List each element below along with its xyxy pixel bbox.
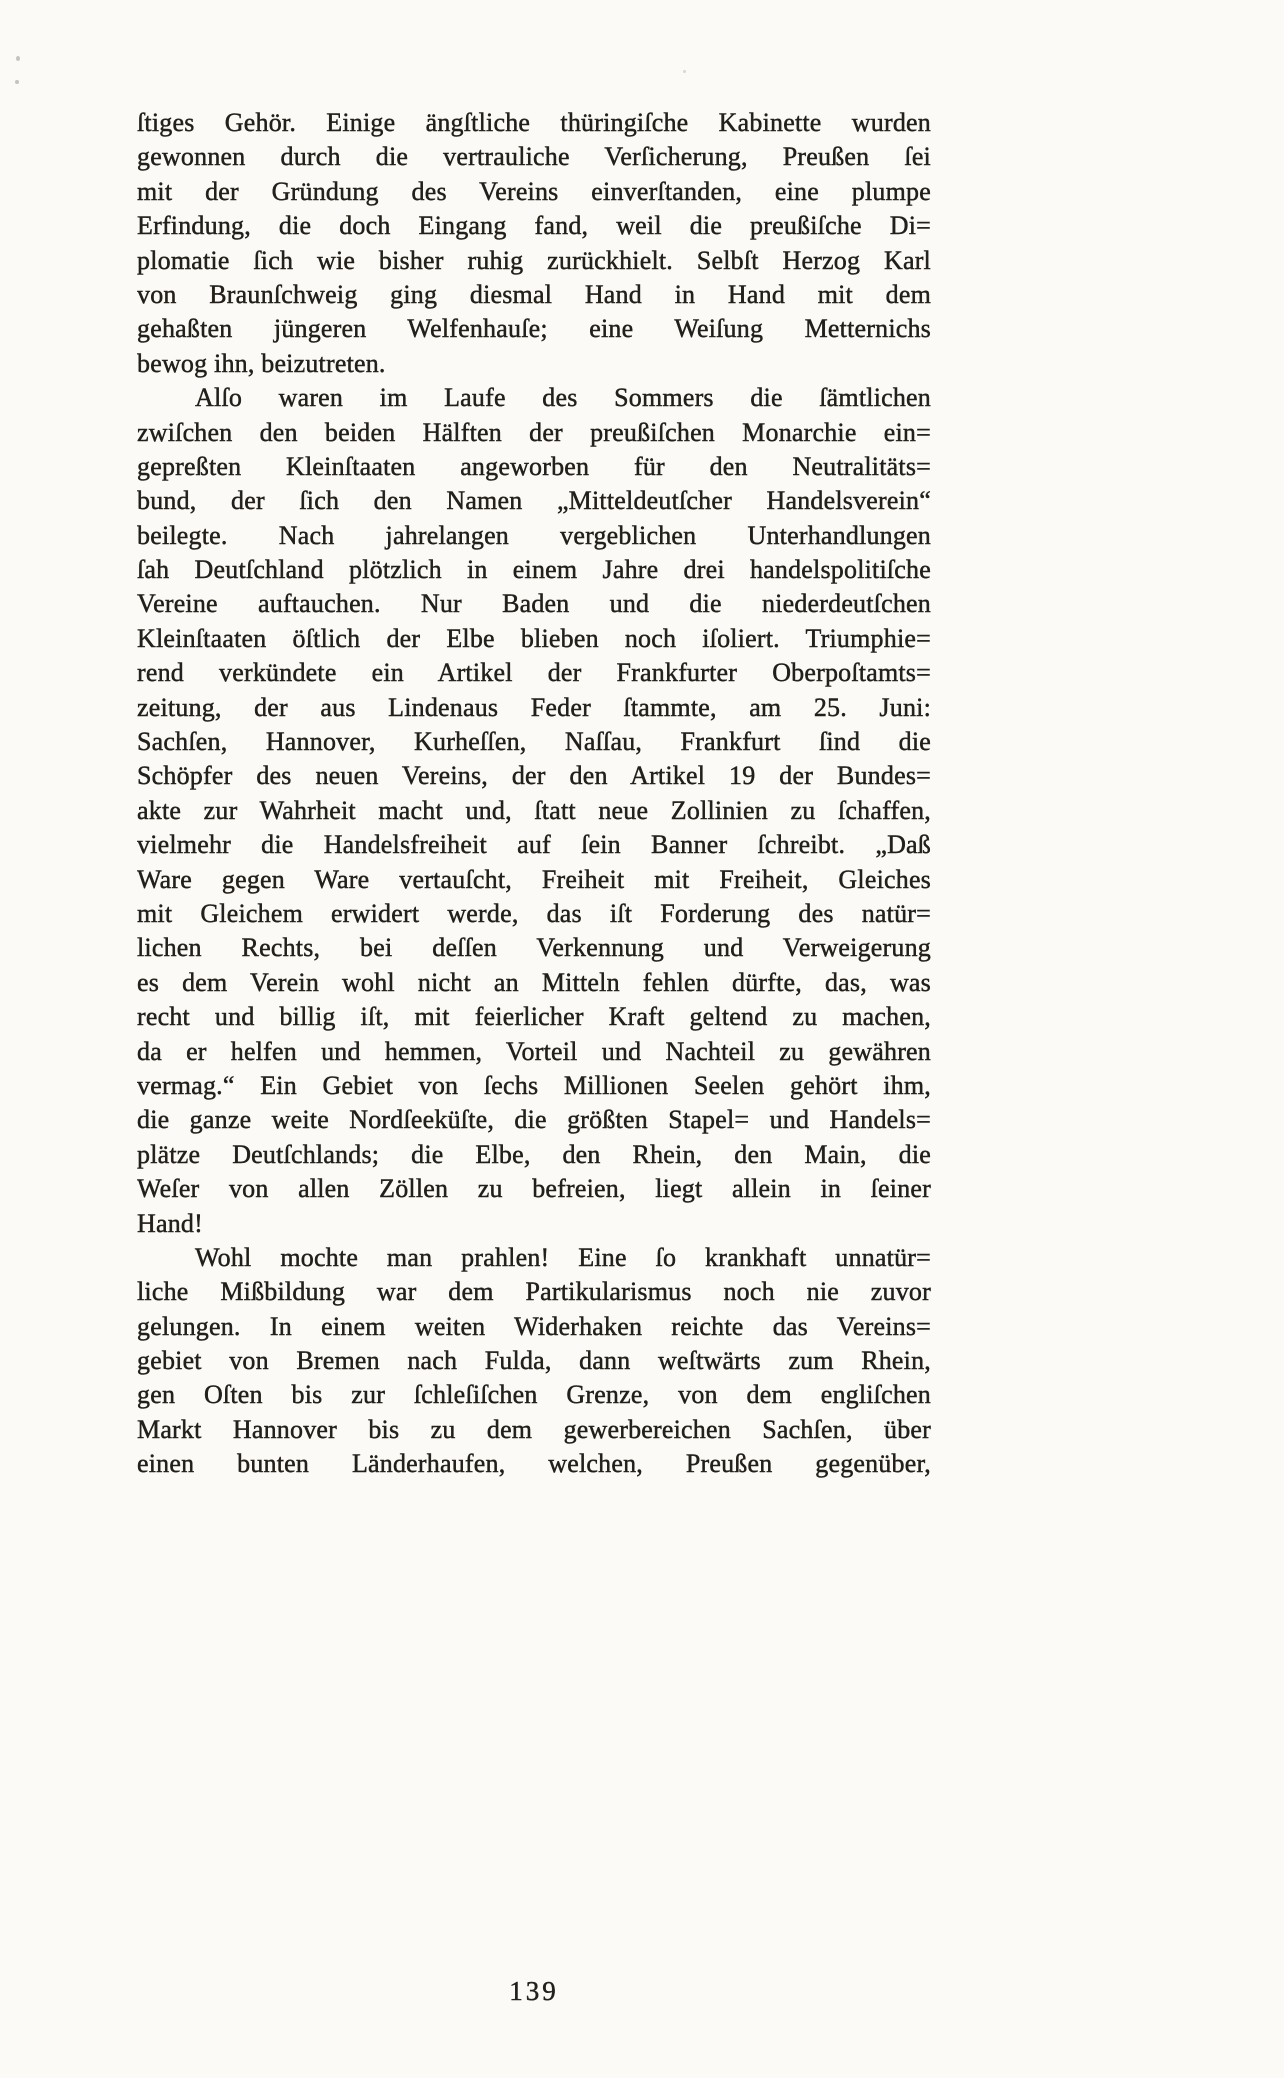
text-line: da er helfen und hemmen, Vorteil und Nachteil zu gewähren	[137, 1036, 931, 1066]
text-line: ſah Deutſchland plötzlich in einem Jahre drei handelspolitiſche	[137, 555, 931, 585]
text-line: akte zur Wahrheit macht und, ſtatt neue Zollinien zu ſchaffen,	[137, 795, 931, 825]
text-line: Ware gegen Ware vertauſcht, Freiheit mit Freiheit, Gleiches	[137, 864, 931, 894]
text-line: vielmehr die Handelsfreiheit auf ſein Banner ſchreibt. „Daß	[137, 830, 931, 860]
text-line: gewonnen durch die vertrauliche Verſicherung, Preußen ſei	[137, 142, 931, 172]
text-line: gelungen. In einem weiten Widerhaken reichte das Vereins=	[137, 1311, 931, 1341]
text-line: ſtiges Gehör. Einige ängſtliche thüringiſche Kabinette wurden	[137, 108, 931, 137]
text-line: Weſer von allen Zöllen zu befreien, liegt allein in ſeiner	[137, 1174, 931, 1204]
text-line: Erfindung, die doch Eingang fand, weil die preußiſche Di=	[137, 211, 931, 241]
text-line: vermag.“ Ein Gebiet von ſechs Millionen Seelen gehört ihm,	[137, 1070, 931, 1100]
text-line: Schöpfer des neuen Vereins, der den Artikel 19 der Bundes=	[137, 761, 931, 791]
text-line: Vereine auftauchen. Nur Baden und die niederdeutſchen	[137, 589, 931, 619]
paragraph	[137, 1241, 931, 1482]
text-line: liche Mißbildung war dem Partikularismus noch nie zuvor	[137, 1277, 931, 1307]
text-line: beilegte. Nach jahrelangen vergeblichen Unterhandlungen	[137, 520, 931, 550]
text-line: Kleinſtaaten öſtlich der Elbe blieben noch iſoliert. Triumphie=	[137, 623, 931, 653]
text-line: zwiſchen den beiden Hälften der preußiſchen Monarchie ein=	[137, 417, 931, 447]
text-line: lichen Rechts, bei deſſen Verkennung und Verweigerung	[137, 933, 931, 963]
scan-artifact	[16, 56, 20, 61]
text-line: recht und billig iſt, mit feierlicher Kraft geltend zu machen,	[137, 1002, 931, 1032]
text-line: Sachſen, Hannover, Kurheſſen, Naſſau, Frankfurt ſind die	[137, 727, 931, 757]
page-number: 139	[509, 1976, 559, 2006]
paragraph	[137, 106, 931, 381]
paragraph	[137, 381, 931, 1241]
text-line: plomatie ſich wie bisher ruhig zurückhielt. Selbſt Herzog Karl	[137, 245, 931, 275]
text-line: von Braunſchweig ging diesmal Hand in Hand mit dem	[137, 279, 931, 309]
text-line: bund, der ſich den Namen „Mitteldeutſcher Handelsverein“	[137, 486, 931, 516]
text-line: einen bunten Länderhaufen, welchen, Preußen gegenüber,	[137, 1449, 931, 1479]
text-line: es dem Verein wohl nicht an Mitteln fehlen dürfte, das, was	[137, 967, 931, 997]
text-line: mit der Gründung des Vereins einverſtanden, eine plumpe	[137, 176, 931, 206]
text-line: gen Oſten bis zur ſchleſiſchen Grenze, von dem engliſchen	[137, 1380, 931, 1410]
text-line: die ganze weite Nordſeeküſte, die größten Stapel= und Handels=	[137, 1105, 931, 1135]
text-line: plätze Deutſchlands; die Elbe, den Rhein, den Main, die	[137, 1139, 931, 1169]
text-line: Wohl mochte man prahlen! Eine ſo krankhaft unnatür=	[195, 1242, 931, 1272]
text-line: bewog ihn, beizutreten.	[137, 348, 386, 378]
text-line: gebiet von Bremen nach Fulda, dann weſtwärts zum Rhein,	[137, 1346, 931, 1376]
text-line: zeitung, der aus Lindenaus Feder ſtammte, am 25. Juni:	[137, 692, 931, 722]
text-line: Hand!	[137, 1208, 203, 1238]
scan-artifact	[683, 70, 686, 73]
text-line: Alſo waren im Laufe des Sommers die ſämtlichen	[195, 383, 931, 413]
text-line: gepreßten Kleinſtaaten angeworben für den Neutralitäts=	[137, 451, 931, 481]
scan-artifact	[15, 80, 19, 84]
text-block	[137, 106, 931, 1482]
text-line: gehaßten jüngeren Welfenhauſe; eine Weiſung Metternichs	[137, 314, 931, 344]
text-line: rend verkündete ein Artikel der Frankfurter Oberpoſtamts=	[137, 658, 931, 688]
text-line: mit Gleichem erwidert werde, das iſt Forderung des natür=	[137, 898, 931, 928]
text-line: Markt Hannover bis zu dem gewerbereichen Sachſen, über	[137, 1414, 931, 1444]
